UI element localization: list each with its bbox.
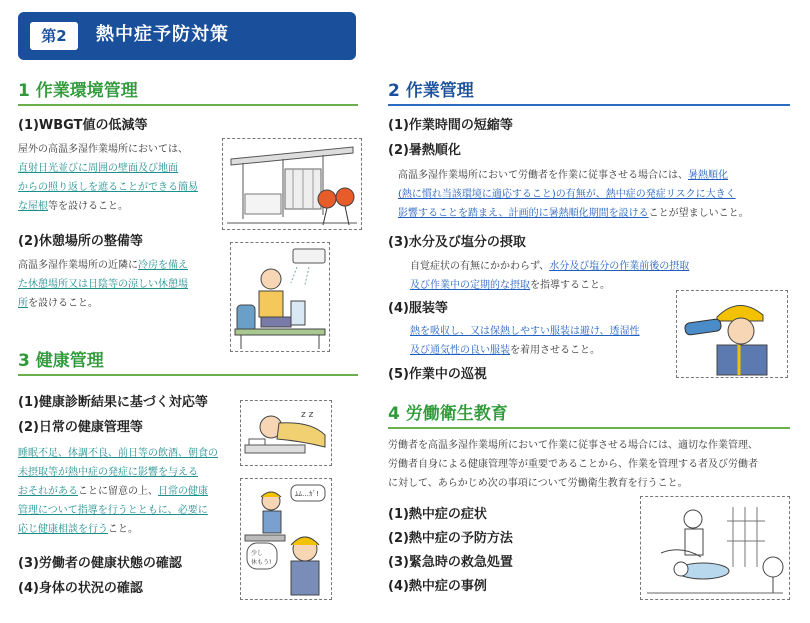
- text-span: 高温多湿作業場所の近隣に: [18, 260, 138, 271]
- education-item: (2)熱中症の予防方法: [388, 531, 513, 546]
- wbgt-paragraph: [18, 140, 218, 216]
- text-span: を指導すること。: [530, 280, 610, 291]
- section-title-health-management: 3 健康管理: [18, 351, 104, 371]
- subsection-acclimatization: (2)暑熱順化: [388, 143, 461, 158]
- link-text[interactable]: 熱を吸収し、又は保熱しやすい服装は避け、透湿性: [410, 326, 640, 337]
- text-line: 労働者自身による健康管理等が重要であることから、作業を管理する者及び労働者: [388, 459, 758, 470]
- subsection-patrol: (5)作業中の巡視: [388, 367, 487, 382]
- link-text[interactable]: からの照り返しを遮ることができる簡易: [18, 182, 198, 193]
- text-span: を着用させること。: [510, 345, 600, 356]
- link-text[interactable]: おそれがある: [18, 486, 78, 497]
- svg-text:少し: 少し: [251, 550, 264, 557]
- subsection-worker-condition: (3)労働者の健康状態の確認: [18, 556, 182, 571]
- link-text[interactable]: な屋根: [18, 201, 48, 212]
- link-text[interactable]: 暑熱順化: [688, 170, 728, 181]
- section-divider: [18, 374, 358, 376]
- link-text[interactable]: 日常の健康: [158, 486, 208, 497]
- illustration-sleeping-worker: [240, 400, 332, 466]
- text-line: 屋外の高温多湿作業場所においては、: [18, 144, 188, 155]
- link-text[interactable]: 影響することを踏まえ、計画的に暑熱順化期間を設ける: [398, 208, 649, 219]
- subsection-wbgt: (1)WBGT値の低減等: [18, 118, 148, 133]
- section-title-work-environment: 1 作業環境管理: [18, 81, 138, 101]
- link-text[interactable]: 未摂取等が熱中症の発症に影響を与える: [18, 467, 198, 478]
- link-text[interactable]: 及び作業中の定期的な摂取: [410, 280, 530, 291]
- subsection-water-salt: (3)水分及び塩分の摂取: [388, 235, 526, 250]
- text-span: ことが望ましいこと。: [648, 208, 749, 219]
- link-text[interactable]: 管理について指導を行うとともに、必要に: [18, 505, 208, 516]
- link-text[interactable]: 及び通気性の良い服装: [410, 345, 510, 356]
- education-item: (4)熱中症の事例: [388, 579, 487, 594]
- text-span: こと。: [108, 524, 138, 535]
- acclimatization-paragraph: [398, 166, 790, 223]
- text-line: に対して、あらかじめ次の事項について労働衛生教育を行うこと。: [388, 478, 688, 489]
- illustration-drinking-water: [676, 290, 788, 378]
- text-span: 等を設けること。: [48, 201, 128, 212]
- text-line: 労働者を高温多湿作業場所において作業に従事させる場合には、適切な作業管理、: [388, 440, 758, 451]
- link-text[interactable]: 直射日光並びに周囲の壁面及び地面: [18, 163, 178, 174]
- link-text[interactable]: 所: [18, 298, 28, 309]
- daily-health-paragraph: [18, 444, 233, 539]
- illustration-supervisor-check: [240, 478, 332, 600]
- link-text[interactable]: 水分及び塩分の作業前後の摂取: [549, 261, 690, 272]
- subsection-shorten-hours: (1)作業時間の短縮等: [388, 118, 513, 133]
- education-item: (3)緊急時の救急処置: [388, 555, 513, 570]
- link-text[interactable]: (熱に慣れ当該環境に適応すること)の有無が、熱中症の発症リスクに大きく: [398, 189, 736, 200]
- svg-text:z z: z z: [301, 410, 314, 420]
- subsection-daily-health: (2)日常の健康管理等: [18, 420, 143, 435]
- subsection-clothing: (4)服装等: [388, 301, 448, 316]
- section-divider: [388, 427, 790, 429]
- link-text[interactable]: た休憩場所又は日陰等の涼しい休憩場: [18, 279, 188, 290]
- text-span: を設けること。: [28, 298, 98, 309]
- link-text[interactable]: 応じ健康相談を行う: [18, 524, 108, 535]
- clothing-paragraph: [410, 322, 670, 360]
- text-span: 自覚症状の有無にかかわらず、: [410, 261, 550, 272]
- page-title: 熱中症予防対策: [96, 24, 229, 45]
- text-span: ことに留意の上、: [78, 486, 158, 497]
- speech-bubble-text: ﾑﾑ…ｶﾞ!: [295, 490, 319, 498]
- link-text[interactable]: 睡眠不足、体調不良、前日等の飲酒、朝食の: [18, 448, 218, 459]
- illustration-first-aid: [640, 496, 790, 600]
- illustration-shade-roof-fans: [222, 138, 362, 230]
- illustration-rest-air-conditioner: [230, 242, 330, 352]
- section-divider: [18, 104, 358, 106]
- section-badge: 第2: [30, 22, 78, 50]
- education-paragraph: [388, 436, 792, 493]
- section-title-health-education: 4 労働衛生教育: [388, 404, 508, 424]
- subsection-body-condition: (4)身体の状況の確認: [18, 581, 143, 596]
- section-divider: [388, 104, 790, 106]
- svg-text:休もう!: 休もう!: [251, 559, 272, 566]
- text-span: 高温多湿作業場所において労働者を作業に従事させる場合には、: [398, 170, 688, 181]
- subsection-health-checkup: (1)健康診断結果に基づく対応等: [18, 395, 208, 410]
- education-item: (1)熱中症の症状: [388, 507, 487, 522]
- section-title-work-management: 2 作業管理: [388, 81, 474, 101]
- rest-area-paragraph: [18, 256, 218, 313]
- subsection-rest-area: (2)休憩場所の整備等: [18, 234, 143, 249]
- link-text[interactable]: 冷房を備え: [138, 260, 188, 271]
